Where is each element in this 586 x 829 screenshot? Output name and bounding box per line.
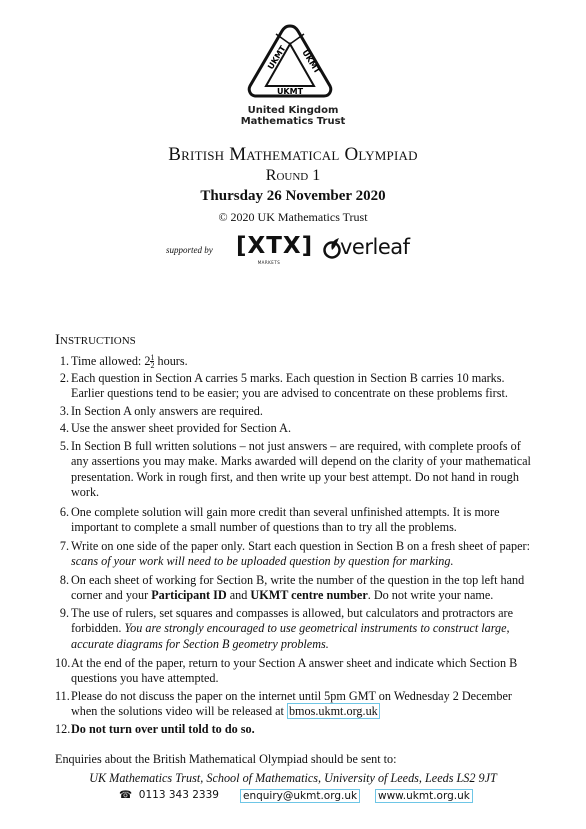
svg-text:UKMT: UKMT	[300, 48, 322, 76]
phone-number: ☎ 0113 343 2339	[119, 789, 219, 801]
xtx-logo-subtext: MARKETS	[257, 260, 281, 265]
org-name-line1: United Kingdom	[247, 105, 339, 116]
instruction-item: 10. At the end of the paper, return to your Section A answer sheet and indicate which Section B questions you have attempted.	[55, 656, 518, 686]
enquiries-text: Enquiries about the British Mathematical Olympiad should be sent to:	[55, 752, 397, 766]
exam-title: British Mathematical Olympiad	[168, 144, 418, 165]
exam-round: Round 1	[265, 167, 321, 184]
website-link[interactable]: www.ukmt.org.uk	[375, 789, 473, 803]
telephone-icon: ☎	[119, 789, 133, 801]
address-text: UK Mathematics Trust, School of Mathematics, University of Leeds, Leeds LS2 9JT	[89, 771, 497, 785]
supported-by-label: supported by	[166, 245, 213, 255]
instruction-item: 11. Please do not discuss the paper on the internet until 5pm GMT on Wednesday 2 December when the solutions video will be released at bmos.ukmt.org.uk	[55, 689, 512, 719]
overleaf-leaf-icon	[322, 237, 342, 259]
instruction-item: 1. Time allowed: 2 $\frac{1}{2}$ hours.	[59, 353, 188, 370]
org-name-line2: Mathematics Trust	[240, 116, 346, 127]
bmos-link[interactable]: bmos.ukmt.org.uk	[288, 704, 378, 719]
xtx-markets-logo	[236, 232, 314, 268]
email-link[interactable]: enquiry@ukmt.org.uk	[240, 789, 360, 803]
instruction-item: 4. Use the answer sheet provided for Section A.	[59, 421, 291, 435]
svg-text:UKMT: UKMT	[266, 44, 288, 72]
ukmt-logo	[246, 24, 334, 100]
instruction-item: 6. One complete solution will gain more credit than several unfinished attempts. It is more important to complete a small number of questions than to try all the problems.	[59, 505, 500, 535]
instruction-item: 5. In Section B full written solutions – not just answers – are required, with complete proofs of any assertions you may make. Marks awarded will depend on the clarity of your mathematical presentation. Work in rough first, and then write up your best attempt. Do not hand in rough work.	[59, 439, 531, 500]
instruction-item: 8. On each sheet of working for Section B, write the number of the question in the top left hand corner and your Participant ID and UKMT centre number. Do not write your name.	[59, 573, 525, 603]
overleaf-logo-text: verleaf	[340, 235, 410, 259]
instruction-item: 9. The use of rulers, set squares and compasses is allowed, but calculators and protractors are forbidden. You are strongly encouraged to use geometrical instruments to construct large, accurate diagrams for Section B geometry problems.	[59, 606, 513, 651]
fraction: $\frac{1}{2}$	[150, 353, 155, 370]
org-name	[0, 105, 586, 127]
svg-text:UKMT: UKMT	[276, 87, 304, 96]
instruction-item: 3. In Section A only answers are required.	[59, 404, 263, 418]
exam-date: Thursday 26 November 2020	[200, 188, 386, 204]
overleaf-logo	[322, 233, 422, 263]
instruction-item: 2. Each question in Section A carries 5 marks. Each question in Section B carries 10 marks. Earlier questions tend to be easier; you are advised to concentrate on these problems first.	[59, 371, 508, 401]
xtx-logo-text: [XTX]	[236, 233, 314, 259]
instruction-item: 7. Write on one side of the paper only. Start each question in Section B on a fresh sheet of paper: scans of your work will need to be uploaded question by question for marking.	[59, 539, 530, 569]
instructions-heading: Instructions	[55, 332, 136, 348]
instruction-item: 12. Do not turn over until told to do so.	[55, 722, 255, 736]
copyright-notice: © 2020 UK Mathematics Trust	[218, 210, 368, 224]
